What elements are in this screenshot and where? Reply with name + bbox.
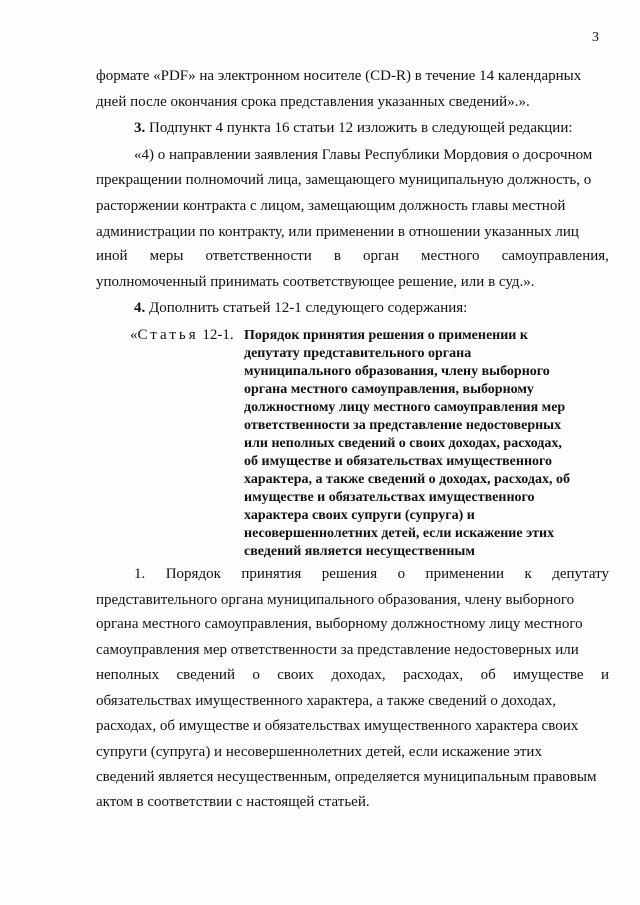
word: доходах,	[331, 667, 386, 683]
word: сведений	[176, 667, 235, 683]
item-3	[134, 118, 573, 138]
text-line: органа местного самоуправления, выборному должностному лицу местного	[96, 616, 583, 632]
word: неполных	[96, 667, 160, 683]
item-text: Подпункт 4 пункта 16 статьи 12 изложить в следующей редакции:	[149, 120, 573, 136]
word: меры	[149, 248, 184, 264]
text-line: обязательствах имущественного характера, а также сведений о доходах,	[96, 693, 556, 709]
word: принятия	[241, 566, 302, 582]
page-number: 3	[592, 30, 599, 45]
text-line: «4) о направлении заявления Главы Республики Мордовия о досрочном	[134, 147, 593, 163]
word: депутату	[552, 566, 609, 582]
word: орган	[363, 248, 399, 264]
text-line: формате «PDF» на электронном носителе (CD-R) в течение 14 календарных	[96, 68, 582, 84]
justified-line	[134, 564, 609, 584]
word: об	[480, 667, 496, 683]
word: своих	[277, 667, 314, 683]
article-title-line: несовершеннолетних детей, если искажение этих	[244, 526, 555, 541]
article-title-line: должностному лицу местного самоуправления мер	[244, 400, 566, 415]
text-line: представительного органа муниципального образования, члену выборного	[96, 592, 575, 608]
text-line: дней после окончания срока представления указанных сведений».».	[96, 94, 530, 110]
item-number: 4.	[134, 300, 146, 316]
word: расходах,	[403, 667, 464, 683]
word: 1.	[134, 566, 146, 582]
word: о	[397, 566, 406, 582]
article-title-line: ответственности за представление недостоверных	[244, 418, 562, 433]
word: ответственности	[205, 248, 312, 264]
article-title-line: имуществе и обязательствах имущественного	[244, 490, 535, 505]
article-title-line: сведений является несущественным	[244, 544, 475, 559]
word: решения	[321, 566, 378, 582]
text-line: расходах, об имуществе и обязательствах имущественного характера своих	[96, 718, 579, 734]
article-word: Статья	[137, 327, 199, 343]
text-line: актом в соответствии с настоящей статьей.	[96, 794, 370, 810]
word: самоуправления,	[501, 248, 609, 264]
article-title-line: муниципального образования, члену выборного	[244, 364, 550, 379]
word: и	[600, 667, 609, 683]
article-title-line: характера, а также сведений о доходах, расходах, об	[244, 472, 570, 487]
text-line: администрации по контракту, или применении в отношении указанных лиц	[96, 224, 579, 240]
item-number: 3.	[134, 120, 146, 136]
word: к	[524, 566, 532, 582]
text-line: супруги (супруга) и несовершеннолетних детей, если искажение этих	[96, 744, 542, 760]
justified-line	[96, 246, 609, 266]
text-line: самоуправления мер ответственности за представление недостоверных или	[96, 642, 579, 658]
word: о	[252, 667, 260, 683]
article-title-line: характера своих супруги (супруга) и	[244, 508, 475, 523]
text-line: уполномоченный принимать соответствующее решение, или в суд.».	[96, 274, 535, 290]
article-title-line: депутату представительного органа	[244, 346, 472, 361]
text-line: сведений является несущественным, определяется муниципальным правовым	[96, 769, 597, 785]
word: в	[333, 248, 341, 264]
article-title-line: органа местного самоуправления, выборному	[244, 382, 534, 397]
justified-line	[96, 665, 609, 685]
text-line: прекращении полномочий лица, замещающего муниципальную должность, о	[96, 172, 592, 188]
word: применении	[425, 566, 505, 582]
article-label: «Статья 12-1.	[130, 327, 234, 343]
item-text: Дополнить статьей 12-1 следующего содержания:	[149, 300, 468, 316]
article-number: 12-1.	[198, 327, 234, 343]
text-line: расторжении контракта с лицом, замещающим должность главы местной	[96, 198, 566, 214]
article-title-line: об имуществе и обязательствах имущественного	[244, 454, 553, 469]
word: иной	[96, 248, 128, 264]
item-4	[134, 298, 467, 318]
word: имуществе	[513, 667, 584, 683]
word: местного	[420, 248, 480, 264]
word: Порядок	[165, 566, 221, 582]
article-title-line: или неполных сведений о своих доходах, расходах,	[244, 436, 562, 451]
article-title-line: Порядок принятия решения о применении к	[244, 328, 528, 343]
